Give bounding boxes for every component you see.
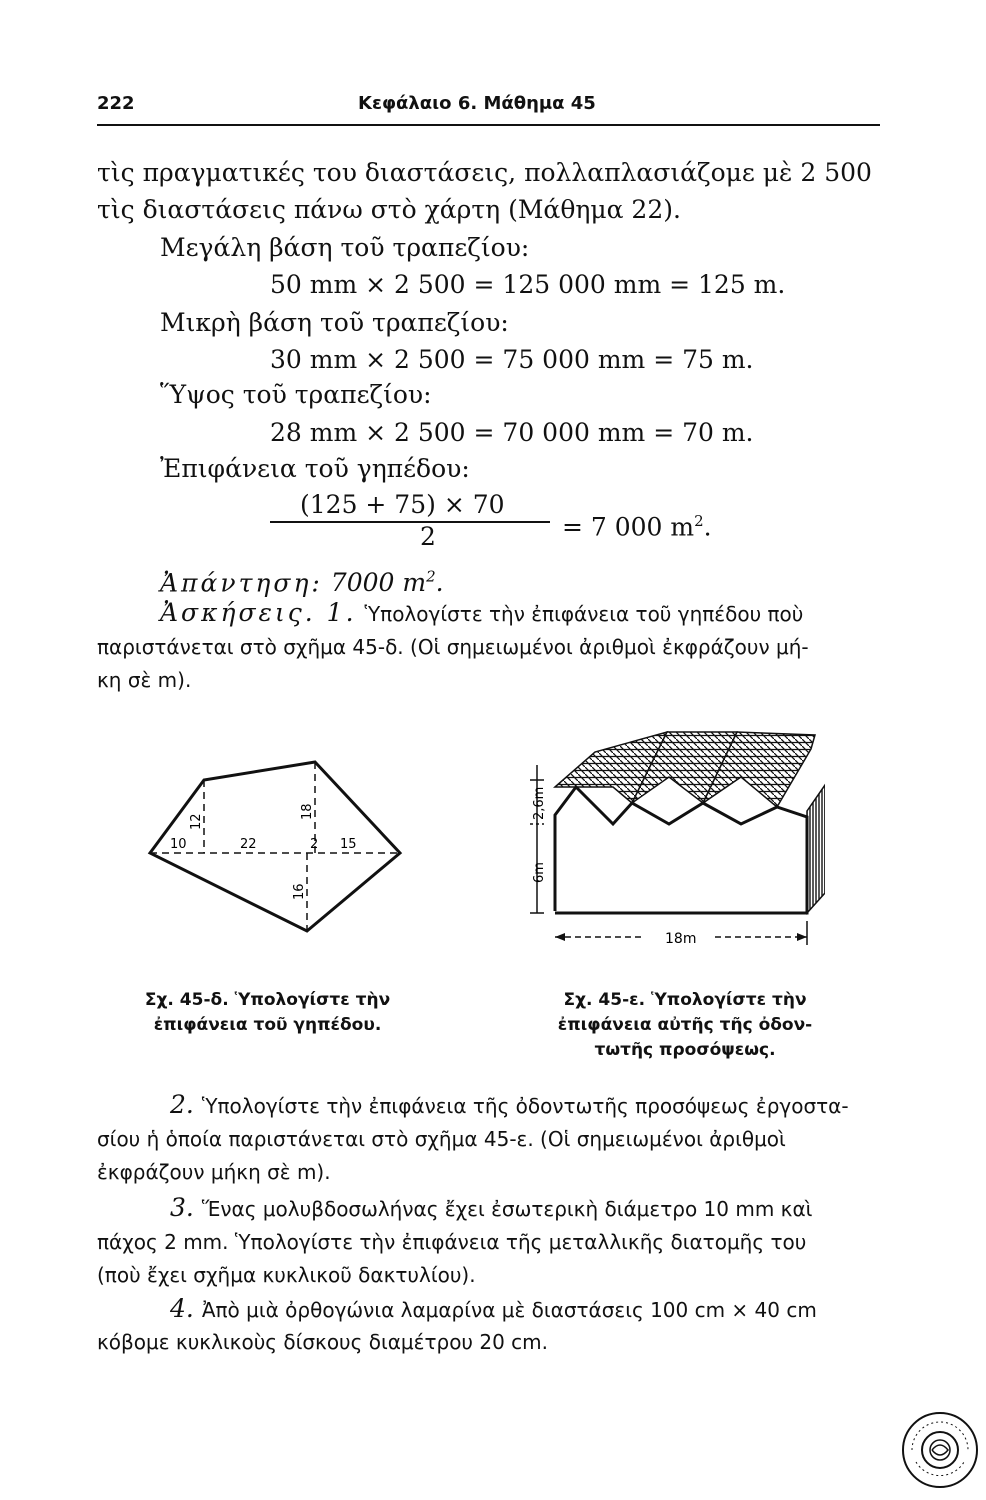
exercise-3-line-3: (ποὺ ἔχει σχῆμα κυκλικοῦ δακτυλίου). bbox=[97, 1263, 476, 1287]
small-base-calc: 30 mm × 2 500 = 75 000 mm = 75 m. bbox=[270, 345, 754, 374]
header-rule bbox=[97, 124, 880, 126]
exercise-2-line-1: 2. Ὑπολογίστε τὴν ἐπιφάνεια τῆς ὀδοντωτῆς προσόψεως ἐργοστα- bbox=[170, 1090, 849, 1119]
height-calc: 28 mm × 2 500 = 70 000 mm = 70 m. bbox=[270, 418, 754, 447]
side-wall bbox=[807, 785, 825, 913]
exercise-4-line-1: 4. Ἀπὸ μιὰ ὀρθογώνια λαμαρίνα μὲ διαστάσεις 100 cm × 40 cm bbox=[170, 1294, 817, 1323]
chapter-title: Κεφάλαιο 6. Μάθημα 45 bbox=[358, 93, 596, 114]
exercise-2-line-3: ἐκφράζουν μήκη σὲ m). bbox=[97, 1160, 331, 1184]
label-roof-height: 2,6m bbox=[532, 786, 547, 820]
large-base-heading: Μεγάλη βάση τοῦ τραπεζίου: bbox=[160, 233, 530, 262]
front-facade bbox=[555, 787, 807, 913]
caption-45-d: Σχ. 45-δ. Ὑπολογίστε τὴν ἐπιφάνεια τοῦ γηπέδου. bbox=[144, 990, 391, 1035]
fraction-numerator: (125 + 75) × 70 bbox=[300, 490, 505, 519]
exercise-1-line-3: κη σὲ m). bbox=[97, 668, 192, 692]
exercise-2-line-2: σίου ἡ ὁποία παριστάνεται στὸ σχῆμα 45-ε. (Οἱ σημειωμένοι ἀριθμοὶ bbox=[97, 1127, 786, 1151]
small-base-heading: Μικρὴ βάση τοῦ τραπεζίου: bbox=[160, 308, 509, 337]
fraction-bar bbox=[270, 521, 550, 523]
answer-label: Ἀπάντηση: bbox=[160, 568, 323, 598]
fraction-result: = 7 000 $m^2$. bbox=[562, 512, 712, 542]
label-wall-height: 6m bbox=[532, 862, 547, 883]
area-heading: Ἐπιφάνεια τοῦ γηπέδου: bbox=[160, 454, 470, 483]
exercise-1-line-2: παριστάνεται στὸ σχῆμα 45-δ. (Οἱ σημειωμένοι ἀριθμοὶ ἐκφράζουν μή- bbox=[97, 635, 809, 659]
large-base-calc: 50 mm × 2 500 = 125 000 mm = 125 m. bbox=[270, 270, 786, 299]
label-10: 10 bbox=[170, 837, 187, 852]
exercise-4-line-2: κόβομε κυκλικοὺς δίσκους διαμέτρου 20 cm. bbox=[97, 1330, 548, 1354]
foundation-seal bbox=[900, 1410, 980, 1490]
answer-line bbox=[160, 562, 444, 598]
label-12: 12 bbox=[189, 813, 204, 830]
label-15: 15 bbox=[340, 837, 357, 852]
body-line-1: τὶς πραγματικές του διαστάσεις, πολλαπλασιάζομε μὲ 2 500 bbox=[97, 158, 872, 187]
figure-45-d bbox=[140, 750, 420, 940]
height-heading: Ὕψος τοῦ τραπεζίου: bbox=[160, 380, 432, 409]
caption-45-e: Σχ. 45-ε. Ὑπολογίστε τὴν ἐπιφάνεια αὐτῆς τῆς ὀδον- τωτῆς προσόψεως. bbox=[557, 990, 813, 1060]
exercise-1-line-1: Ἀσκήσεις. 1. Ὑπολογίστε τὴν ἐπιφάνεια τοῦ γηπέδου ποὺ bbox=[160, 598, 804, 627]
answer-value: 7000 $m^2$. bbox=[330, 568, 444, 598]
label-18: 18 bbox=[300, 803, 315, 820]
exercises-label: Ἀσκήσεις. 1. bbox=[160, 598, 357, 627]
label-2: 2 bbox=[310, 837, 319, 852]
exercise-3-line-2: πάχος 2 mm. Ὑπολογίστε τὴν ἐπιφάνεια τῆς μεταλλικῆς διατομῆς του bbox=[97, 1230, 807, 1254]
figure-45-e bbox=[515, 725, 825, 955]
page-number: 222 bbox=[97, 93, 135, 114]
label-22: 22 bbox=[240, 837, 257, 852]
fraction-denominator: 2 bbox=[420, 522, 436, 551]
body-line-2: τὶς διαστάσεις πάνω στὸ χάρτη (Μάθημα 22). bbox=[97, 195, 681, 224]
exercise-3-line-1: 3. Ἕνας μολυβδοσωλήνας ἔχει ἐσωτερικὴ διάμετρο 10 mm καὶ bbox=[170, 1193, 813, 1222]
label-width: 18m bbox=[665, 931, 697, 947]
field-polygon bbox=[150, 762, 400, 931]
label-16: 16 bbox=[292, 883, 307, 900]
